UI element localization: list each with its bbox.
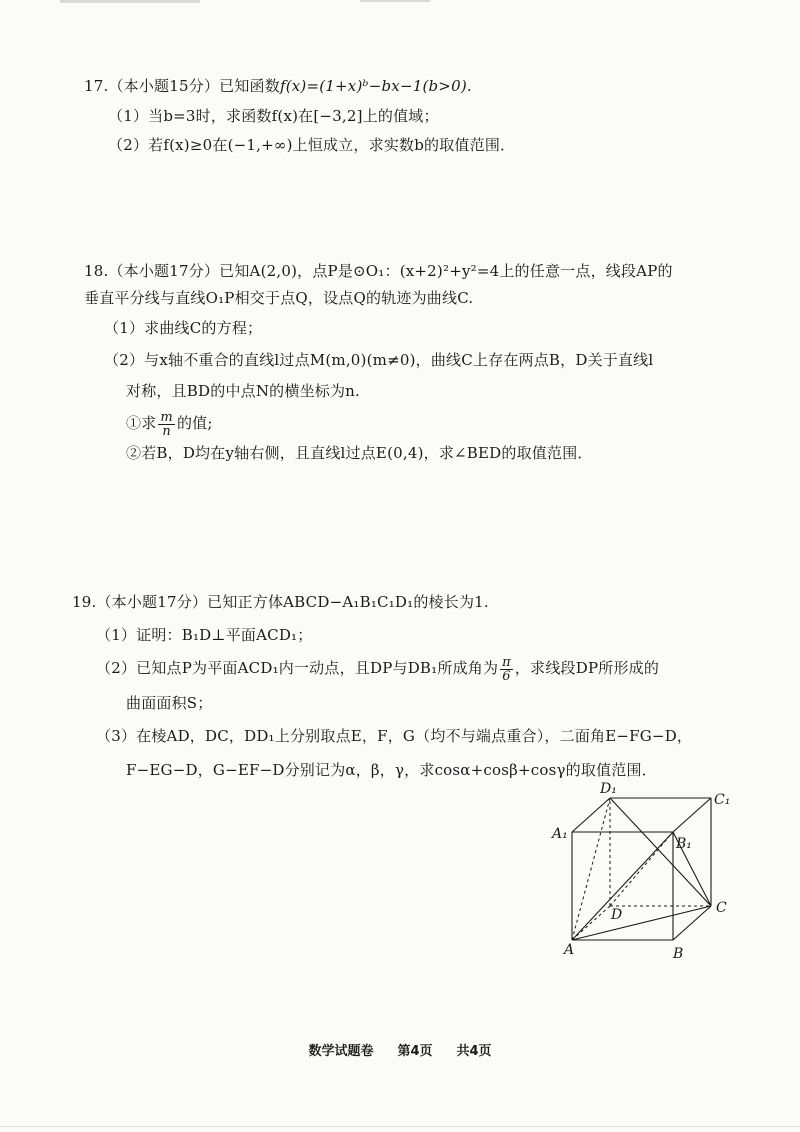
q19-part-3-line-1: （3）在棱AD，DC，DD₁上分别取点E，F，G（均不与端点重合），二面角E−FG−D， <box>96 727 693 745</box>
q18-sub-2: ②若B，D均在y轴右侧，且直线l过点E(0,4)，求∠BED的取值范围． <box>126 444 593 462</box>
label-B: B <box>673 946 684 962</box>
cube-figure <box>548 780 748 965</box>
footer-total-pages: 共4页 <box>456 1044 492 1059</box>
fraction-pi-over-6: $\frac{\pi}{6}$ <box>502 654 511 684</box>
q17-heading: 17.（本小题15分）已知函数 <box>84 77 280 95</box>
label-A: A <box>564 942 575 958</box>
label-C: C <box>716 900 727 916</box>
label-D: D <box>611 907 623 923</box>
q18-part-2-line-1: （2）与x轴不重合的直线l过点M(m,0)(m≠0)，曲线C上存在两点B，D关于直线l <box>104 351 654 369</box>
label-B1: B₁ <box>676 836 692 852</box>
q18-line-2: 垂直平分线与直线O₁P相交于点Q，设点Q的轨迹为曲线C. <box>84 289 474 307</box>
q19-part-3-line-2: F−EG−D，G−EF−D分别记为α，β，γ，求cosα+cosβ+cosγ的取值范围． <box>126 761 657 779</box>
scan-edge-marks <box>0 0 800 6</box>
q19-line-1: 19.（本小题17分）已知正方体ABCD−A₁B₁C₁D₁的棱长为1. <box>72 593 489 611</box>
page-footer <box>0 1040 800 1059</box>
q19-part-1: （1）证明：B₁D⊥平面ACD₁； <box>96 626 313 644</box>
q17-part-2: （2）若f(x)≥0在(−1,+∞)上恒成立，求实数b的取值范围． <box>108 136 516 154</box>
footer-page-number: 第4页 <box>397 1044 433 1059</box>
q19-part-2-line-2: 曲面面积S； <box>126 694 213 712</box>
diag-A-B1 <box>572 832 673 940</box>
q18-part-1: （1）求曲线C的方程； <box>104 319 263 337</box>
q18-line-1: 18.（本小题17分）已知A(2,0)，点P是⊙O₁：(x+2)²+y²=4上的任意一点，线段AP的 <box>84 262 673 280</box>
q17-function: f(x)=(1+x)ᵇ−bx−1(b>0). <box>279 77 472 95</box>
label-D1: D₁ <box>600 781 617 797</box>
diag-D1-C <box>610 798 711 906</box>
q19-part-2-line-1: （2）已知点P为平面ACD₁内一动点，且DP与DB₁所成角为 $\frac{\pi}{6}$ ，求线段DP所形成的 <box>96 654 660 684</box>
fraction-m-over-n: $\frac{m}{n}$ <box>160 409 173 439</box>
scan-bottom-edge <box>0 1126 800 1127</box>
footer-subject: 数学试题卷 <box>308 1044 374 1059</box>
diag-A-C <box>572 906 711 940</box>
edge-B1-C1 <box>673 798 711 832</box>
edge-A1-D1 <box>572 798 610 832</box>
hidden-diag-A-D1 <box>572 798 610 940</box>
hidden-diag-D-B1 <box>610 832 673 906</box>
label-A1: A₁ <box>552 826 568 842</box>
q17-part-1: （1）当b=3时，求函数f(x)在[−3,2]上的值域； <box>108 107 439 125</box>
label-C1: C₁ <box>714 792 731 808</box>
q18-sub-1: ①求 $\frac{m}{n}$ 的值; <box>126 409 213 439</box>
q18-part-2-line-2: 对称，且BD的中点N的横坐标为n. <box>126 382 361 400</box>
